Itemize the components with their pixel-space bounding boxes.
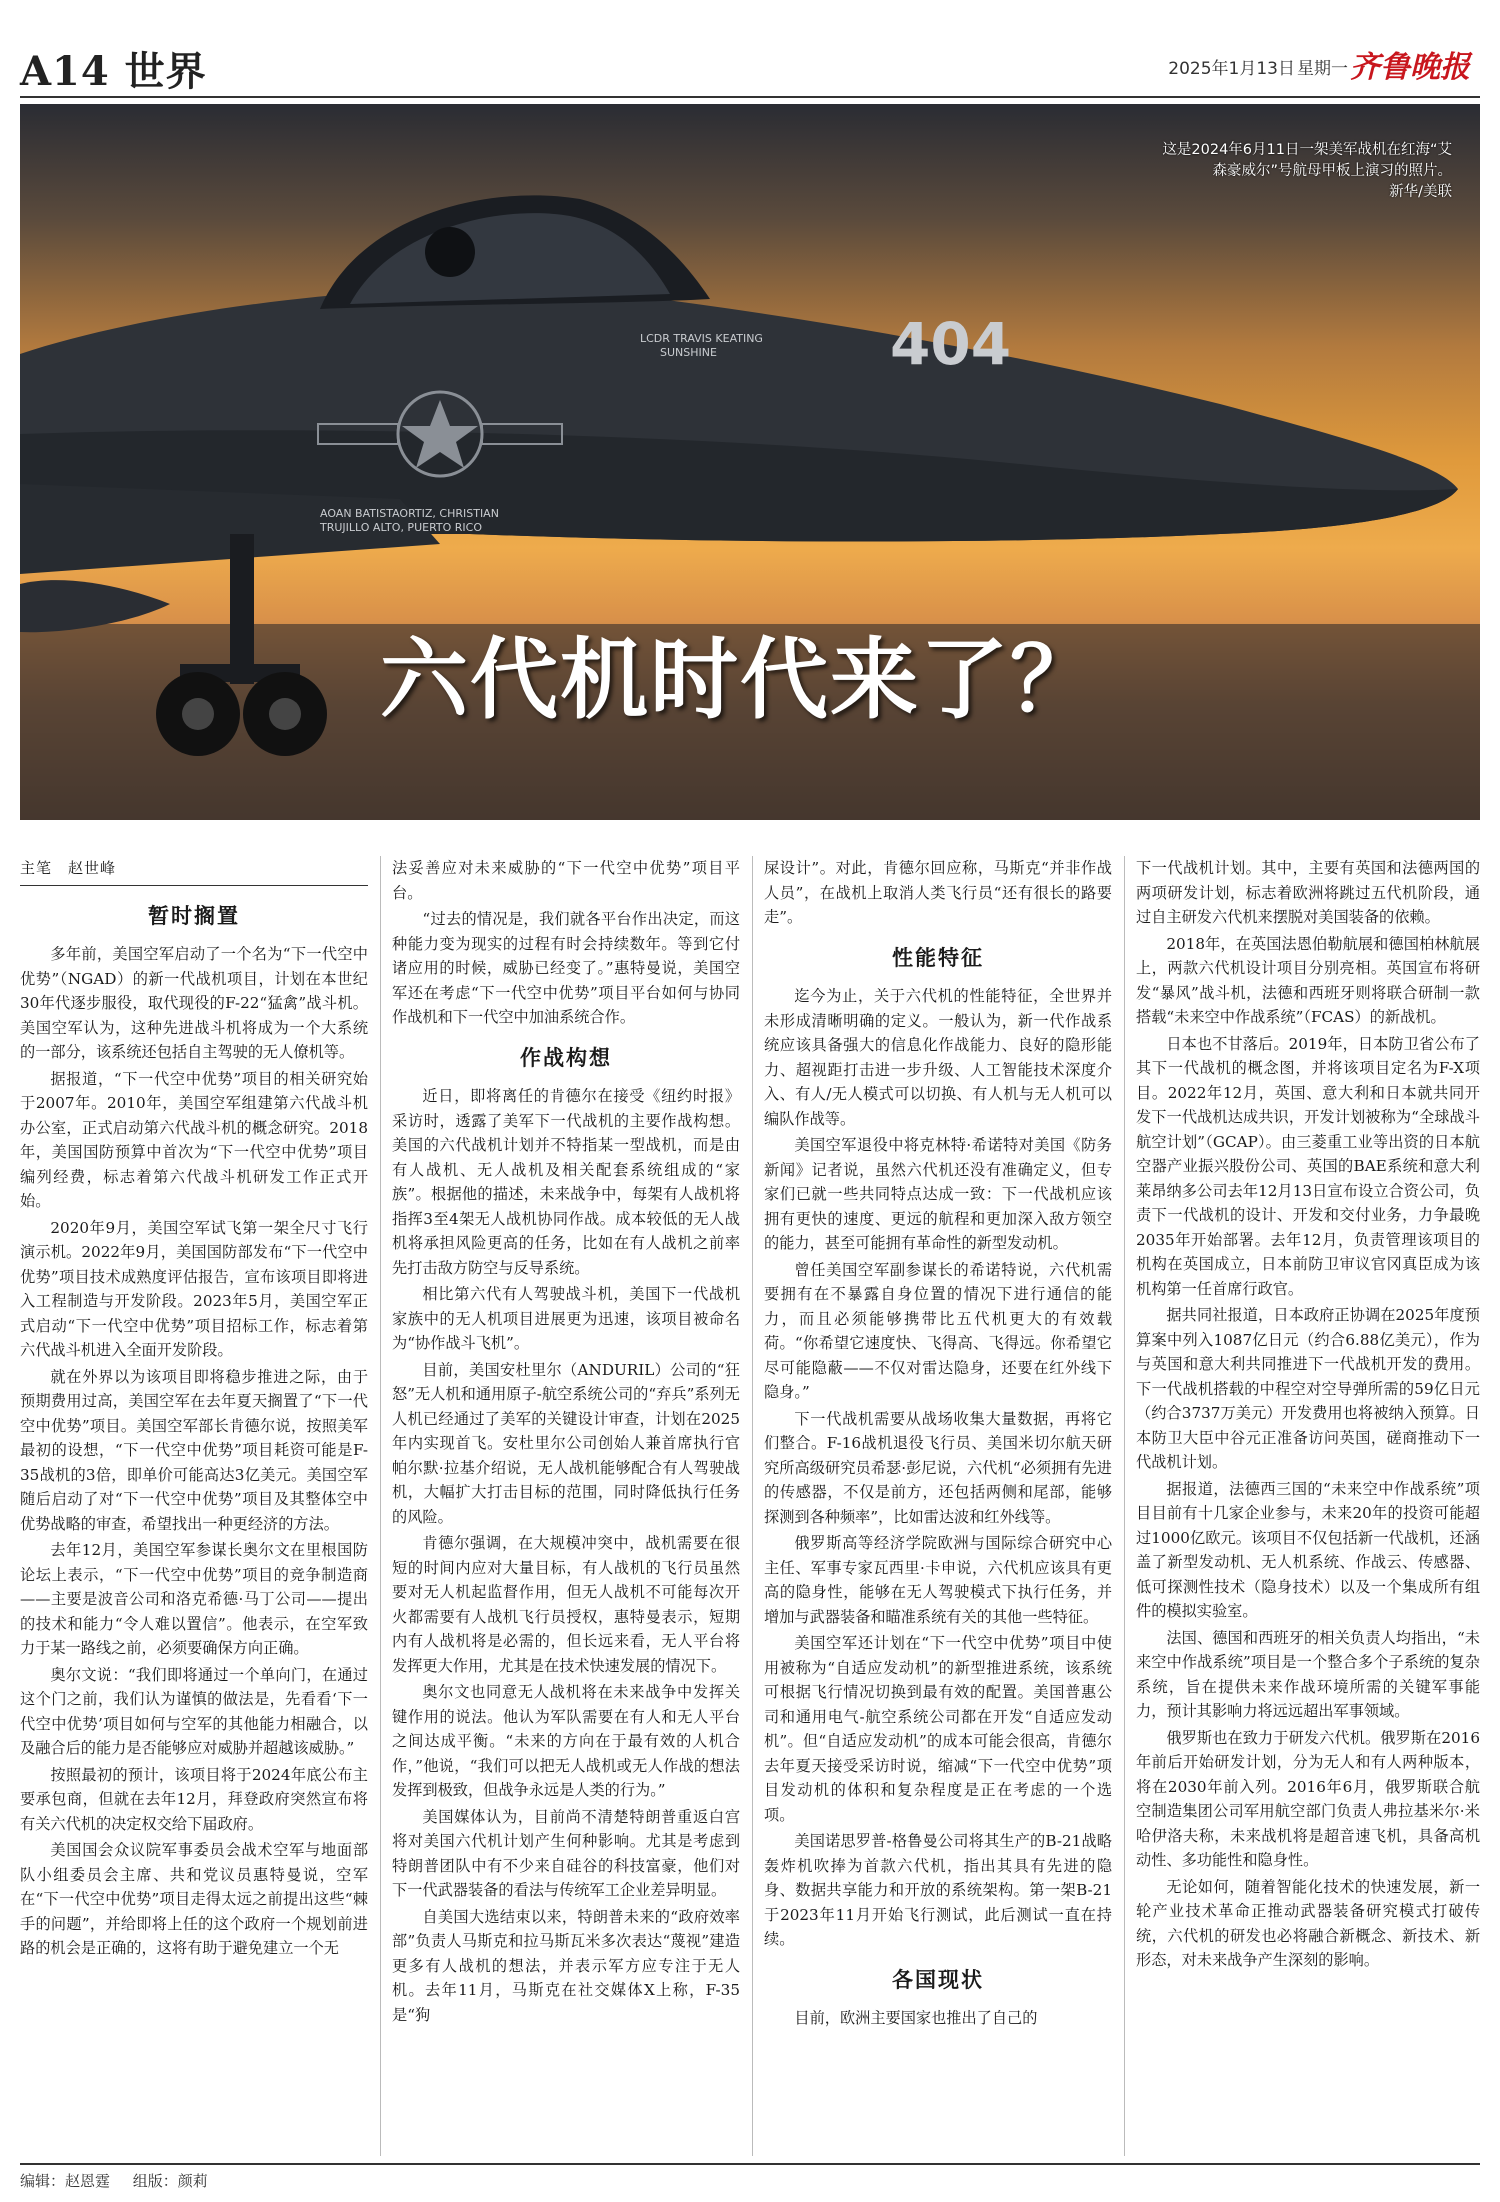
photo-caption-text: 这是2024年6月11日一架美军战机在红海“艾森豪威尔”号航母甲板上演习的照片。	[1162, 142, 1452, 179]
page-header	[20, 40, 1480, 95]
paragraph: 据共同社报道，日本政府正协调在2025年度预算案中列入1087亿日元（约合6.88亿美元），作为与英国和意大利共同推进下一代战机开发的费用。下一代战机搭载的中程空对空导弹所需的59亿日元（约合3737万美元）开发费用也将被纳入预算。日本防卫大臣中谷元正准备访问英国，磋商推动下一代战机计划。	[1136, 1306, 1480, 1471]
paragraph: 据报道，法德西三国的“未来空中作战系统”项目目前有十几家企业参与，未来20年的投资可能超过1000亿欧元。该项目不仅包括新一代战机，还涵盖了新型发动机、无人机系统、作战云、传感器、低可探测性技术（隐身技术）以及一个集成所有组件的模拟实验室。	[1136, 1479, 1480, 1620]
paragraph: 2020年9月，美国空军试飞第一架全尺寸飞行演示机。2022年9月，美国国防部发布“下一代空中优势”项目技术成熟度评估报告，宣布该项目即将进入工程制造与开发阶段。2023年5月，美国空军正式启动“下一代空中优势”项目招标工作，标志着第六代战斗机进入全面开发阶段。	[20, 1218, 368, 1359]
editor-credit: 编辑：赵恩霆	[20, 2172, 111, 2190]
paragraph: 法国、德国和西班牙的相关负责人均指出，“未来空中作战系统”项目是一个整合多个子系统的复杂系统，旨在提供未来作战环境所需的关键军事能力，预计其影响力将远远超出军事领域。	[1136, 1628, 1480, 1720]
photo-credit: 新华/美联	[1389, 184, 1452, 200]
paragraph: 曾任美国空军副参谋长的希诺特说，六代机需要拥有在不暴露自身位置的情况下进行通信的能力，而且必须能够携带比五代机更大的有效载荷。“你希望它速度快、飞得高、飞得远。你希望它尽可能隐蔽——不仅对雷达隐身，还要在红外线下隐身。”	[764, 1260, 1112, 1401]
paragraph: 美国空军还计划在“下一代空中优势”项目中使用被称为“自适应发动机”的新型推进系统，该系统可根据飞行情况切换到最有效的配置。美国普惠公司和通用电气-航空系统公司都在开发“自适应发动机”。但“自适应发动机”的成本可能会很高，肯德尔去年夏天接受采访时说，缩减“下一代空中优势”项目发动机的体积和复杂程度是正在考虑的一个选项。	[764, 1634, 1112, 1824]
page-footer	[20, 2170, 226, 2191]
section-heading: 暂时搁置	[148, 903, 240, 928]
page-number: A14 世界	[20, 48, 207, 95]
paragraph: 下一代战机需要从战场收集大量数据，再将它们整合。F-16战机退役飞行员、美国米切尔航天研究所高级研究员希瑟·彭尼说，六代机“必须拥有先进的传感器，不仅是前方，还包括两侧和尾部，能够探测到各种频率”，比如雷达波和红外线等。	[764, 1409, 1112, 1526]
paragraph: 美国国会众议院军事委员会战术空军与地面部队小组委员会主席、共和党议员惠特曼说，空军在“下一代空中优势”项目走得太远之前提出这些“棘手的问题”，并给即将上任的这个政府一个规划前进路的机会是正确的，这将有助于避免建立一个无	[20, 1841, 368, 1957]
hero-photo	[20, 104, 1480, 820]
section-name: 世界	[124, 48, 207, 95]
paragraph: 俄罗斯高等经济学院欧洲与国际综合研究中心主任、军事专家瓦西里·卡申说，六代机应该具有更高的隐身性，能够在无人驾驶模式下执行任务，并增加与武器装备和瞄准系统有关的其他一些特征。	[764, 1534, 1112, 1626]
paragraph: 目前，美国安杜里尔（ANDURIL）公司的“狂怒”无人机和通用原子-航空系统公司的“弃兵”系列无人机已经通过了美军的关键设计审查，计划在2025年内实现首飞。安杜里尔公司创始人兼首席执行官帕尔默·拉基介绍说，无人战机能够配合有人驾驶战机，大幅扩大打击目标的范围，同时降低执行任务的风险。	[392, 1360, 740, 1526]
paragraph: 美国空军退役中将克林特·希诺特对美国《防务新闻》记者说，虽然六代机还没有准确定义，但专家们已就一些共同特点达成一致：下一代战机应该拥有更快的速度、更远的航程和更加深入敌方领空的能力，甚至可能拥有革命性的新型发动机。	[764, 1136, 1112, 1252]
paragraph: 日本也不甘落后。2019年，日本防卫省公布了其下一代战机的概念图，并将该项目定名为F-X项目。2022年12月，英国、意大利和日本就共同开发下一代战机达成共识，开发计划被称为“全球战斗航空计划”（GCAP）。由三菱重工业等出资的日本航空器产业振兴股份公司、英国的BAE系统和意大利莱昂纳多公司去年12月13日宣布设立合资公司，负责下一代战机的设计、开发和交付业务，力争最晚2035年开始部署。去年12月，负责管理该项目的机构在英国成立，日本前防卫审议官冈真臣成为该机构第一任首席行政官。	[1136, 1034, 1480, 1298]
paragraph: 奥尔文也同意无人战机将在未来战争中发挥关键作用的说法。他认为军队需要在有人和无人平台之间达成平衡。“未来的方向在于最有效的人机合作，”他说，“我们可以把无人战机或无人作战的想法发挥到极致，但战争永远是人类的行为。”	[392, 1683, 740, 1799]
paragraph: “过去的情况是，我们就各平台作出决定，而这种能力变为现实的过程有时会持续数年。等到它付诸应用的时候，威胁已经变了。”惠特曼说，美国空军还在考虑“下一代空中优势”项目平台如何与协同作战机和下一代空中加油系统合作。	[392, 910, 740, 1026]
paragraph: 目前，欧洲主要国家也推出了自己的	[794, 2009, 1038, 2027]
article-body	[20, 856, 1480, 2156]
column-divider	[752, 856, 753, 2156]
paragraph: 多年前，美国空军启动了一个名为“下一代空中优势”（NGAD）的新一代战机项目，计划在本世纪30年代逐步服役，取代现役的F-22“猛禽”战斗机。美国空军认为，这种先进战斗机将成为一个大系统的一部分，该系统还包括自主驾驶的无人僚机等。	[20, 945, 368, 1061]
issue-weekday: 星期一	[1297, 59, 1348, 79]
paragraph: 2018年，在英国法恩伯勒航展和德国柏林航展上，两款六代机设计项目分别亮相。英国宣布将研发“暴风”战斗机，法德和西班牙则将联合研制一款搭载“未来空中作战系统”（FCAS）的新战机。	[1136, 934, 1480, 1026]
paragraph: 迄今为止，关于六代机的性能特征，全世界并未形成清晰明确的定义。一般认为，新一代作战系统应该具备强大的信息化作战能力、良好的隐形能力、超视距打击进一步升级、人工智能技术深度介入、有人/无人模式可以切换、有人机与无人机可以编队作战等。	[764, 987, 1112, 1128]
column-1	[20, 856, 368, 2156]
paragraph: 屎设计”。对此，肯德尔回应称，马斯克“并非作战人员”，在战机上取消人类飞行员“还有很长的路要走”。	[764, 859, 1112, 926]
header-divider	[20, 96, 1480, 98]
crew-name-1: AOAN BATISTAORTIZ, CHRISTIAN	[320, 507, 499, 520]
paragraph: 下一代战机计划。其中，主要有英国和法德两国的两项研发计划，标志着欧洲将跳过五代机阶段，通过自主研发六代机来摆脱对美国装备的依赖。	[1136, 859, 1480, 926]
column-3	[764, 856, 1112, 2156]
column-4	[1136, 856, 1480, 2156]
crew-name-2: TRUJILLO ALTO, PUERTO RICO	[320, 521, 483, 534]
paragraph: 肯德尔强调，在大规模冲突中，战机需要在很短的时间内应对大量目标，有人战机的飞行员虽然要对无人机起监督作用，但无人战机不可能每次开火都需要有人战机飞行员授权，惠特曼表示，短期内有人战机将是必需的，但长远来看，无人平台将发挥更大作用，尤其是在技术快速发展的情况下。	[392, 1534, 740, 1675]
column-divider	[380, 856, 381, 2156]
paragraph: 法妥善应对未来威胁的“下一代空中优势”项目平台。	[392, 859, 740, 902]
pilot-callsign: SUNSHINE	[660, 346, 717, 359]
section-heading: 作战构想	[520, 1045, 612, 1070]
paragraph: 美国诺思罗普-格鲁曼公司将其生产的B-21战略轰炸机吹捧为首款六代机，指出其具有先进的隐身、数据共享能力和开放的系统架构。第一架B-21于2023年11月开始飞行测试，此后测试一直在持续。	[764, 1832, 1112, 1948]
paragraph: 近日，即将离任的肯德尔在接受《纽约时报》采访时，透露了美军下一代战机的主要作战构想。美国的六代战机计划并不特指某一型战机，而是由有人战机、无人战机及相关配套系统组成的“家族”。根据他的描述，未来战争中，每架有人战机将指挥3至4架无人战机协同作战。成本较低的无人战机将承担风险更高的任务，比如在有人战机之前率先打击敌方防空与反导系统。	[392, 1087, 740, 1277]
photo-caption	[1152, 140, 1452, 203]
column-divider	[1124, 856, 1125, 2156]
paragraph: 就在外界以为该项目即将稳步推进之际，由于预期费用过高，美国空军在去年夏天搁置了“下一代空中优势”项目。美国空军部长肯德尔说，按照美军最初的设想，“下一代空中优势”项目耗资可能是F-35战机的3倍，即单价可能高达3亿美元。美国空军随后启动了对“下一代空中优势”项目及其整体空中优势战略的审查，希望找出一种更经济的方法。	[20, 1367, 368, 1533]
paragraph: 美国媒体认为，目前尚不清楚特朗普重返白宫将对美国六代机计划产生何种影响。尤其是考虑到特朗普团队中有不少来自硅谷的科技富豪，他们对下一代武器装备的看法与传统军工企业差异明显。	[392, 1807, 740, 1899]
newspaper-logo: 齐鲁晚报	[1350, 50, 1470, 85]
column-2	[392, 856, 740, 2156]
paragraph: 相比第六代有人驾驶战斗机，美国下一代战机家族中的无人机项目进展更为迅速，该项目被命名为“协作战斗飞机”。	[392, 1285, 740, 1352]
paragraph: 自美国大选结束以来，特朗普未来的“政府效率部”负责人马斯克和拉马斯瓦米多次表达“蔑视”建造更多有人战机的想法，并表示军方应专注于无人机。去年11月，马斯克在社交媒体X上称，F-35是“狗	[392, 1907, 740, 2024]
section-heading: 性能特征	[892, 945, 984, 970]
section-heading: 各国现状	[892, 1967, 984, 1992]
main-headline: 六代机时代来了？	[380, 627, 1101, 731]
layout-credit: 组版：颜莉	[132, 2172, 208, 2190]
paragraph: 按照最初的预计，该项目将于2024年底公布主要承包商，但就在去年12月，拜登政府突然宣布将有关六代机的决定权交给下届政府。	[20, 1765, 368, 1833]
paragraph: 去年12月，美国空军参谋长奥尔文在里根国防论坛上表示，“下一代空中优势”项目的竞争制造商——主要是波音公司和洛克希德·马丁公司——提出的技术和能力“令人难以置信”。他表示，在空军致力于某一路线之前，必须要确保方向正确。	[20, 1541, 368, 1657]
plane-number: 404	[890, 310, 1012, 378]
paragraph: 据报道，“下一代空中优势”项目的相关研究始于2007年。2010年，美国空军组建第六代战斗机办公室，正式启动第六代战斗机的概念研究。2018年，美国国防预算中首次为“下一代空中优势”项目编列经费，标志着第六代战斗机研发工作正式开始。	[20, 1069, 368, 1210]
footer-divider	[20, 2163, 1480, 2165]
issue-date: 2025年1月13日	[1168, 59, 1295, 79]
paragraph: 俄罗斯也在致力于研发六代机。俄罗斯在2016年前后开始研发计划，分为无人和有人两种版本，将在2030年前入列。2016年6月，俄罗斯联合航空制造集团公司军用航空部门负责人弗拉基米尔·米哈伊洛夫称，未来战机将是超音速飞机，具备高机动性、多功能性和隐身性。	[1136, 1728, 1480, 1869]
paragraph: 无论如何，随着智能化技术的快速发展，新一轮产业技术革命正推动武器装备研究模式打破传统，六代机的研发也必将融合新概念、新技术、新形态，对未来战争产生深刻的影响。	[1136, 1877, 1480, 1969]
paragraph: 奥尔文说：“我们即将通过一个单向门，在通过这个门之前，我们认为谨慎的做法是，先看看‘下一代空中优势’项目如何与空军的其他能力相融合，以及融合后的能力是否能够应对威胁并超越该威胁。”	[20, 1665, 368, 1757]
byline: 主笔 赵世峰	[20, 856, 368, 886]
pilot-name: LCDR TRAVIS KEATING	[640, 332, 763, 345]
